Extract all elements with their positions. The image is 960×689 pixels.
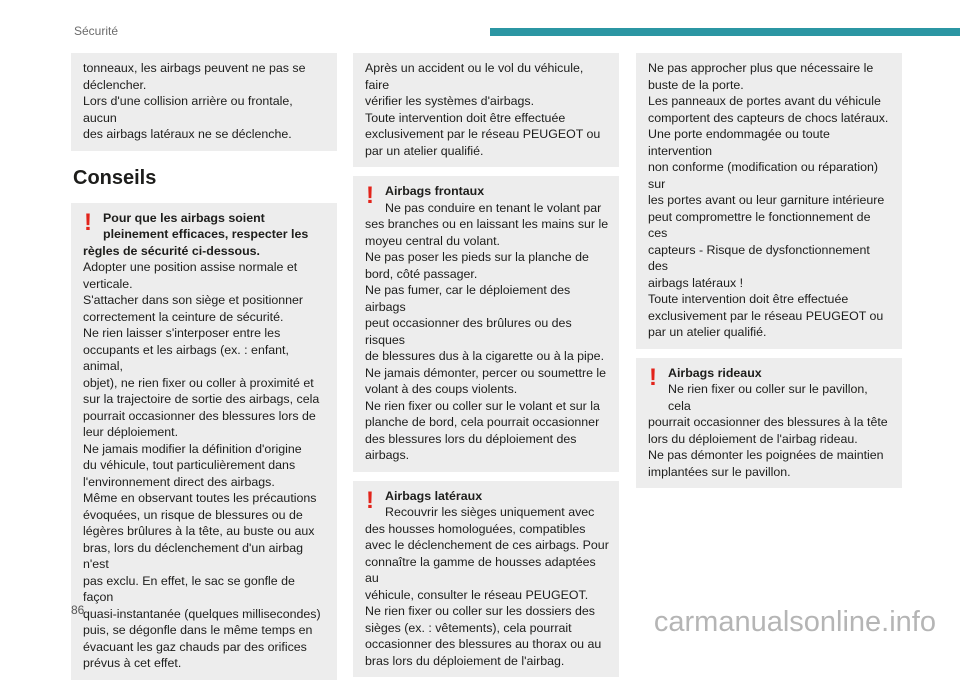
text-line: Ne rien fixer ou coller sur le pavillon, cela <box>668 382 868 413</box>
header-accent-bar <box>490 28 960 36</box>
text-line: bord, côté passager. <box>365 266 478 281</box>
text-line: implantées sur le pavillon. <box>648 464 791 479</box>
text-line: correctement la ceinture de sécurité. <box>83 309 284 324</box>
text-line: par un atelier qualifié. <box>648 325 767 339</box>
text-line: Ne rien fixer ou coller sur le volant et sur la <box>365 398 600 413</box>
text-line: de blessures dus à la cigarette ou à la pipe. <box>365 349 605 363</box>
text-line: Adopter une position assise normale et <box>83 260 298 274</box>
text-line: avec le déclenchement de ces airbags. Pour <box>365 538 609 552</box>
text-line: Les panneaux de portes avant du véhicule <box>648 94 881 108</box>
text-line: Ne pas conduire en tenant le volant par <box>385 200 602 215</box>
info-box-door-sensors <box>636 53 902 349</box>
text-line: connaître la gamme de housses adaptées au <box>365 554 596 585</box>
text-line: Toute intervention doit être effectuée <box>365 110 566 125</box>
section-heading-conseils: Conseils <box>73 166 157 189</box>
column-1 <box>71 53 337 689</box>
text-line: airbags latéraux ! <box>648 275 744 290</box>
warning-icon: ! <box>84 208 92 236</box>
text-line: déclencher. <box>83 77 147 92</box>
info-box-side-airbags <box>71 53 337 151</box>
text-line: quasi-instantanée (quelques millisecondes) <box>83 606 321 621</box>
text-line: comportent des capteurs de chocs latéraux. <box>648 110 889 125</box>
text-line: pourrait occasionner des blessures lors de <box>83 408 316 423</box>
text-line: pas exclu. En effet, le sac se gonfle de façon <box>83 573 295 604</box>
warning-icon: ! <box>366 486 374 514</box>
text-line: véhicule, consulter le réseau PEUGEOT. <box>365 587 589 602</box>
text-line: Ne rien laisser s'interposer entre les <box>83 326 281 340</box>
text-line: capteurs - Risque de dysfonctionnement des <box>648 242 870 273</box>
warning-title: Airbags rideaux <box>668 365 762 380</box>
text-line: Ne pas poser les pieds sur la planche de <box>365 250 589 264</box>
text-line: ses branches ou en laissant les mains sur le <box>365 217 609 231</box>
warning-box-side-airbags <box>353 481 619 678</box>
text-line: exclusivement par le réseau PEUGEOT ou <box>365 127 601 141</box>
text-line: peut occasionner des brûlures ou des risques <box>365 316 572 347</box>
warning-title-line: pleinement efficaces, respecter les <box>103 227 309 241</box>
text-line: évoquées, un risque de blessures ou de <box>83 507 303 522</box>
info-box-after-accident <box>353 53 619 167</box>
warning-icon: ! <box>366 182 374 209</box>
text-line: non conforme (modification ou réparation) sur <box>648 160 879 191</box>
watermark: carmanualsonline.info <box>653 606 936 638</box>
warning-title-line: Pour que les airbags soient <box>103 210 265 225</box>
text-line: Ne pas démonter les poignées de maintien <box>648 448 884 462</box>
text-line: par un atelier qualifié. <box>365 143 484 158</box>
warning-box-front-airbags <box>353 176 619 472</box>
text-line: occasionner des blessures au thorax ou au <box>365 637 602 651</box>
text-line: sièges (ex. : vêtements), cela pourrait <box>365 620 572 635</box>
text-line: les portes avant ou leur garniture intérieure <box>648 193 885 207</box>
text-line: volant à des coups violents. <box>365 382 518 396</box>
section-title: Sécurité <box>74 24 119 38</box>
text-line: Ne jamais démonter, percer ou soumettre le <box>365 365 607 380</box>
column-2 <box>353 53 619 686</box>
text-line: évacuant les gaz chauds par des orifices <box>83 639 307 654</box>
text-line: Ne pas fumer, car le déploiement des airbags <box>365 283 571 314</box>
text-line: du véhicule, tout particulièrement dans <box>83 458 296 472</box>
text-line: objet), ne rien fixer ou coller à proximité et <box>83 375 314 390</box>
text-line: Recouvrir les sièges uniquement avec <box>385 505 595 519</box>
text-line: des airbags latéraux ne se déclenche. <box>83 127 292 141</box>
text-line: lors du déploiement de l'airbag rideau. <box>648 431 858 446</box>
text-line: Une porte endommagée ou toute intervention <box>648 127 830 158</box>
text-line: Ne rien fixer ou coller sur les dossiers des <box>365 604 596 618</box>
text-line: Après un accident ou le vol du véhicule, faire <box>365 61 584 92</box>
text-line: vérifier les systèmes d'airbags. <box>365 94 535 108</box>
text-line: buste de la porte. <box>648 77 744 92</box>
text-line: tonneaux, les airbags peuvent ne pas se <box>83 61 306 75</box>
page-number: 86 <box>71 603 85 617</box>
warning-icon: ! <box>649 363 657 391</box>
text-line: bras, lors du déclenchement d'un airbag n'est <box>83 540 304 571</box>
warning-box-conseils <box>71 203 337 680</box>
text-line: des blessures lors du déploiement des <box>365 431 577 446</box>
text-line: Ne pas approcher plus que nécessaire le <box>648 61 874 75</box>
text-line: puis, se dégonfle dans le même temps en <box>83 623 313 637</box>
text-line: occupants et les airbags (ex. : enfant, animal, <box>83 342 289 373</box>
text-line: peut compromettre le fonctionnement de ces <box>648 209 871 240</box>
text-line: pourrait occasionner des blessures à la tête <box>648 415 888 429</box>
text-line: Même en observant toutes les précautions <box>83 491 317 505</box>
warning-box-curtain-airbags <box>636 358 902 489</box>
text-line: Lors d'une collision arrière ou frontale, aucun <box>83 94 293 125</box>
text-line: airbags. <box>365 448 410 462</box>
warning-title: Airbags latéraux <box>385 488 483 503</box>
column-3 <box>636 53 902 497</box>
text-line: planche de bord, cela pourrait occasionner <box>365 415 600 429</box>
text-line: des housses homologuées, compatibles <box>365 521 586 536</box>
text-line: exclusivement par le réseau PEUGEOT ou <box>648 308 884 323</box>
text-line: légères brûlures à la tête, au buste ou aux <box>83 524 315 538</box>
warning-title: Airbags frontaux <box>385 184 485 198</box>
text-line: leur déploiement. <box>83 425 179 439</box>
text-line: prévus à cet effet. <box>83 656 182 670</box>
text-line: bras lors du déploiement de l'airbag. <box>365 653 565 668</box>
text-line: S'attacher dans son siège et positionner <box>83 293 304 307</box>
text-line: moyeu central du volant. <box>365 233 500 248</box>
text-line: verticale. <box>83 276 133 291</box>
text-line: Ne jamais modifier la définition d'origine <box>83 441 302 456</box>
text-line: l'environnement direct des airbags. <box>83 474 275 489</box>
text-line: sur la trajectoire de sortie des airbags, cela <box>83 392 320 406</box>
warning-title-line: règles de sécurité ci-dessous. <box>83 243 260 258</box>
text-line: Toute intervention doit être effectuée <box>648 292 849 306</box>
